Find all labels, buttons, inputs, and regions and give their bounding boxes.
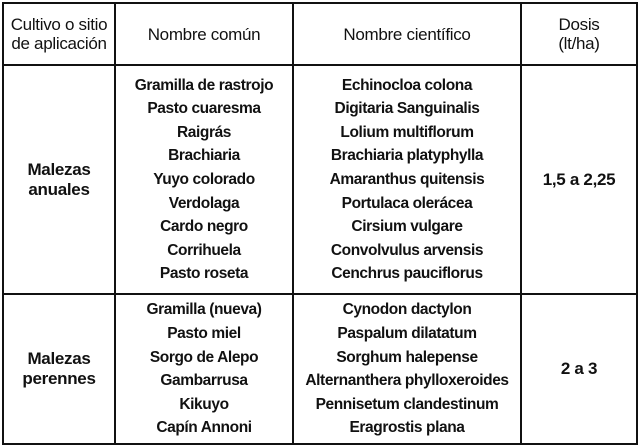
scientific-name-item: Cenchrus pauciflorus [331, 265, 483, 283]
scientific-name-item: Sorghum halepense [336, 348, 478, 366]
common-name-item: Gramilla (nueva) [146, 301, 262, 319]
category-line1: Malezas [27, 159, 91, 179]
common-name-item: Yuyo colorado [153, 171, 255, 188]
header-dosis-line2: (lt/ha) [558, 34, 600, 54]
common-name-item: Capín Annoni [156, 419, 252, 437]
common-name-item: Pasto roseta [159, 265, 249, 283]
header-dosis [521, 3, 637, 65]
category-line2: perennes [22, 369, 96, 389]
dose-cell: 1,5 a 2,25 [521, 65, 637, 294]
scientific-name-item: Lolium multiflorum [340, 123, 474, 141]
header-cultivo [3, 3, 115, 65]
category-line2: anuales [28, 179, 90, 199]
category-line1: Malezas [27, 349, 91, 369]
common-name-item: Sorgo de Alepo [149, 348, 259, 366]
scientific-name-item: Paspalum dilatatum [337, 324, 477, 342]
scientific-name-item: Brachiaria platyphylla [330, 147, 484, 165]
scientific-names-cell [293, 294, 521, 444]
common-name-item: Verdolaga [168, 194, 240, 212]
header-cultivo-line2: de aplicación [11, 34, 107, 54]
common-names-cell [115, 65, 293, 294]
scientific-name-item: Echinocloa colona [341, 76, 473, 94]
scientific-name-item: Cynodon dactylon [342, 301, 472, 319]
scientific-names-list [294, 298, 520, 440]
common-name-item: Corrihuela [167, 241, 241, 259]
scientific-name-item: Cirsium vulgare [351, 218, 463, 236]
common-name-item: Gambarrusa [160, 372, 248, 390]
scientific-name-item: Eragrostis plana [349, 419, 465, 437]
common-name-item: Raigrás [176, 123, 232, 141]
header-nombre-cientifico: Nombre científico [293, 3, 521, 65]
scientific-name-item: Portulaca olerácea [341, 194, 473, 212]
header-cultivo-line1: Cultivo o sitio [10, 15, 108, 35]
scientific-name-item: Digitaria Sanguinalis [334, 100, 480, 118]
common-name-item: Gramilla de rastrojo [134, 76, 274, 94]
category-cell [3, 294, 115, 444]
dosage-table [2, 2, 638, 445]
scientific-name-item: Alternanthera phylloxeroides [305, 372, 509, 390]
common-name-item: Kikuyo [179, 395, 229, 413]
common-name-item: Cardo negro [160, 218, 248, 236]
scientific-name-item: Pennisetum clandestinum [315, 395, 499, 413]
common-name-item: Pasto cuaresma [147, 100, 261, 118]
scientific-name-item: Amaranthus quitensis [329, 171, 485, 188]
header-row [3, 3, 637, 65]
table-row-anuales [3, 65, 637, 294]
dose-cell: 2 a 3 [521, 294, 637, 444]
scientific-names-list [294, 74, 520, 286]
header-nombre-comun: Nombre común [115, 3, 293, 65]
scientific-name-item: Convolvulus arvensis [330, 241, 484, 259]
category-cell [3, 65, 115, 294]
table-row-perennes [3, 294, 637, 444]
header-dosis-line1: Dosis [558, 15, 600, 35]
common-names-list [116, 298, 292, 440]
common-name-item: Brachiaria [168, 147, 240, 165]
common-names-list [116, 74, 292, 286]
common-name-item: Pasto miel [167, 324, 241, 342]
scientific-names-cell [293, 65, 521, 294]
common-names-cell [115, 294, 293, 444]
